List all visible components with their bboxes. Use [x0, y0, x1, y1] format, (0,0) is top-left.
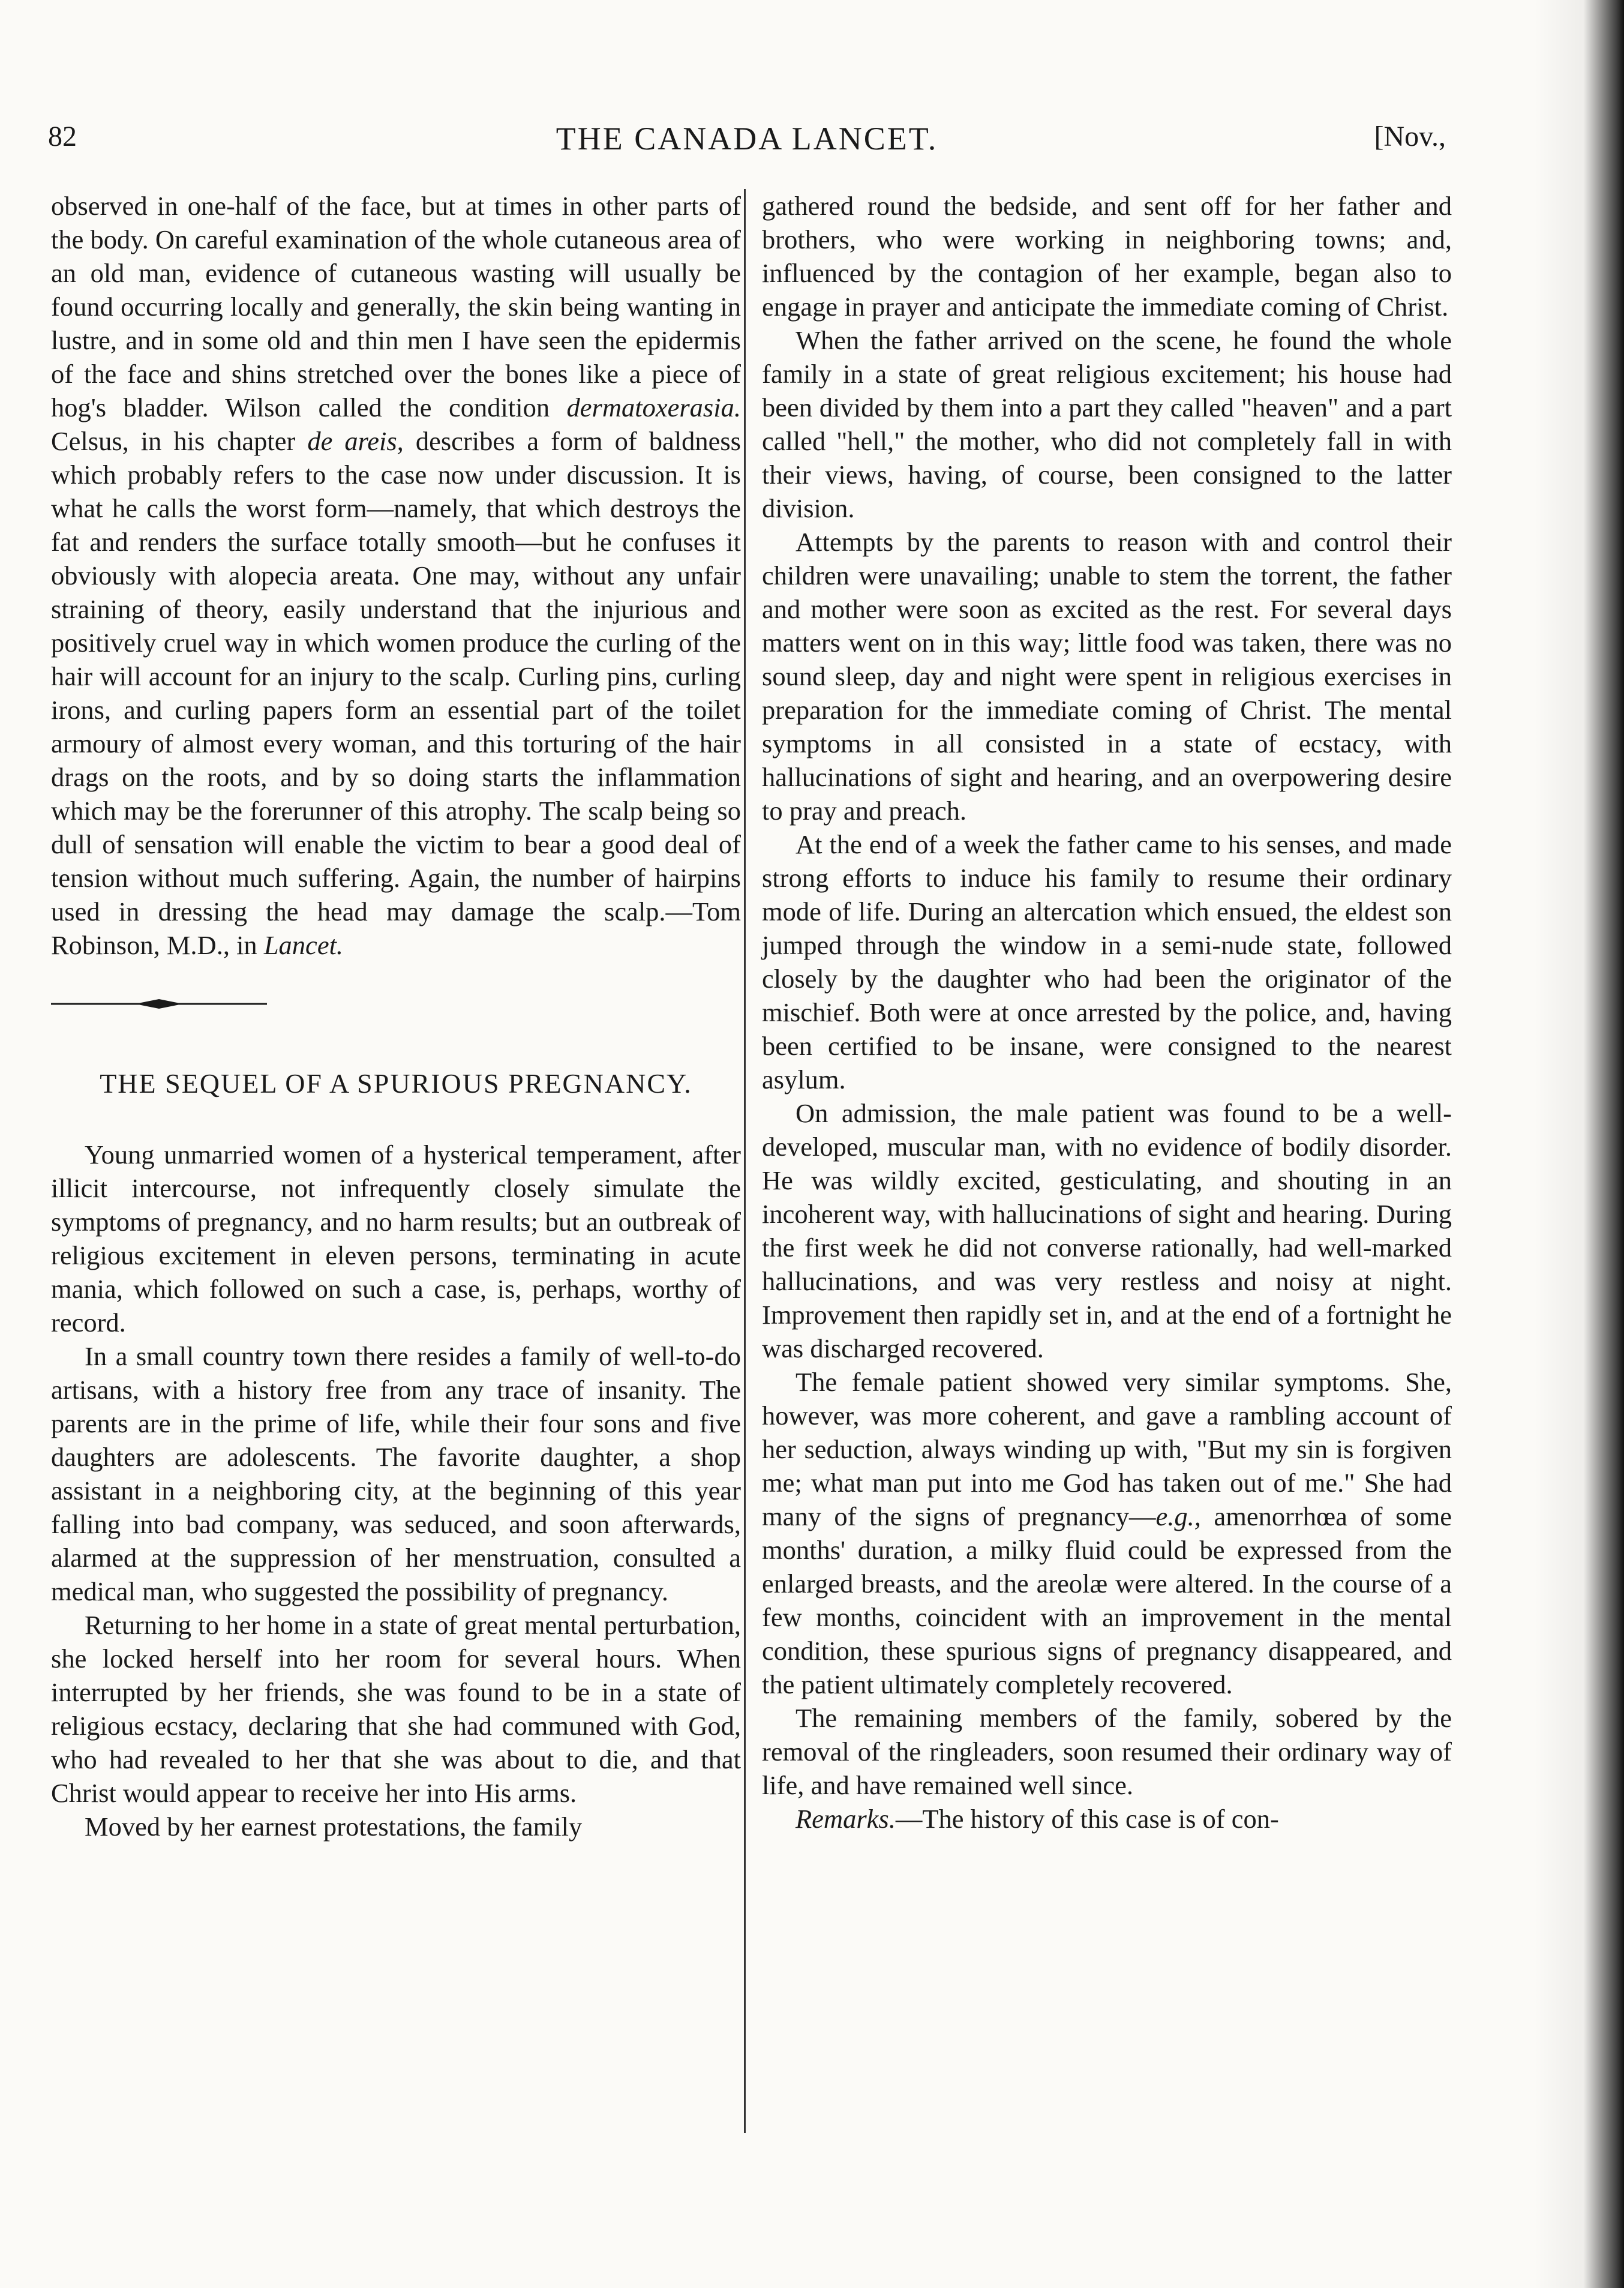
paragraph: In a small country town there resides a family of well-to-do artisans, with a history free from any trace of insanity. The parents are in the prime of life, while their four sons and five daughters are adolescents. The favorite daughter, a shop assistant in a neighboring city, at the beginning of this year falling into bad company, was seduced, and soon afterwards, alarmed at the suppression of her menstruation, consulted a medical man, who suggested the possibility of pregnancy. — [51, 1341, 741, 1606]
paragraph: Attempts by the parents to reason with and control their children were unavailing; unable to stem the torrent, the father and mother were soon as excited as the rest. For several days matters went on in this way; little food was taken, there was no sound sleep, day and night were spent in religious exercises in preparation for the immediate coming of Christ. The mental symptoms in all consisted in a state of ecstacy, with hallucinations of sight and hearing, and an overpowering desire to pray and preach. — [762, 527, 1452, 826]
paragraph-text: amenorrhœa of some months' duration, a milky fluid could be expressed from the enlarged breasts, and the areolæ were altered. In the course of a few months, coincident with an improvement in the mental condition, these spurious signs of pregnancy disappeared, and the patient ultimately completely recovered. — [762, 1501, 1452, 1699]
page-edge-shadow — [1534, 0, 1624, 2288]
paragraph — [762, 1365, 1452, 1701]
paragraph-text: describes a form of baldness which probably refers to the case now under discussion. It is what he calls the worst form—namely, that which destroys the fat and renders the surface totally smooth—but he confuses it obviously with alopecia areata. One may, without any unfair straining of theory, easily understand that the injurious and positively cruel way in which women produce the curling of the hair will account for an injury to the scalp. Curling pins, curling irons, and curling papers form an essential part of the toilet armoury of almost every woman, and this torturing of the hair drags on the roots, and by so doing starts the inflammation which may be the forerunner of this atrophy. The scalp being so dull of sensation will enable the victim to bear a good deal of tension without much suffering. Again, the number of hairpins used in dressing the head may damage the scalp.—Tom Robinson, M.D., in — [51, 426, 741, 960]
paragraph: gathered round the bedside, and sent off for her father and brothers, who were working in neighboring towns; and, influenced by the contagion of her example, began also to engage in prayer and anticipate the immediate coming of Christ. — [762, 191, 1452, 322]
paragraph: On admission, the male patient was found to be a well-developed, muscular man, with no evidence of bodily disorder. He was wildly excited, gesticulating, and shouting in an incoherent way, with hallucinations of sight and hearing. During the first week he did not converse rationally, had well-marked hallucinations, and was very restless and noisy at night. Improvement then rapidly set in, and at the end of a fortnight he was discharged recovered. — [762, 1098, 1452, 1363]
paragraph-text: The female patient showed very similar symptoms. She, however, was more coherent, and gave a rambling account of her seduction, always winding up with, "But my sin is forgiven me; what man put into me God has taken out of me." She had many of the signs of pregnancy— — [762, 1367, 1452, 1531]
paragraph-text: observed in one-half of the face, but at times in other parts of the body. On careful examination of the whole cutaneous area of an old man, evidence of cutaneous wasting will usually be found occurring locally and generally, the skin being wanting in lustre, and in some old and thin men I have seen the epidermis of the face and shins stretched over the bones like a piece of hog's bladder. Wilson called the condition — [51, 191, 741, 422]
section-title: THE SEQUEL OF A SPURIOUS PREGNANCY. — [100, 1068, 692, 1099]
remarks-label: Remarks. — [796, 1804, 896, 1834]
paragraph — [51, 189, 741, 962]
paragraph: Moved by her earnest protestations, the family — [85, 1812, 583, 1842]
paragraph: At the end of a week the father came to his senses, and made strong efforts to induce his family to resume their ordinary mode of life. During an altercation which ensued, the eldest son jumped through the window in a semi-nude state, followed closely by the daughter who had been the originator of the mischief. Both were at once arrested by the police, and, having been certified to be insane, were consigned to the nearest asylum. — [762, 829, 1452, 1094]
paragraph: Young unmarried women of a hysterical temperament, after illicit intercourse, not infrequently closely simulate the symptoms of pregnancy, and no harm results; but an outbreak of religious excitement in eleven persons, terminating in acute mania, which followed on such a case, is, perhaps, worthy of record. — [51, 1139, 741, 1338]
paragraph-text: Celsus, in his chapter — [51, 426, 296, 456]
journal-title: THE CANADA LANCET. — [556, 121, 938, 157]
running-header — [48, 120, 1446, 168]
ornamental-separator — [51, 986, 267, 1022]
issue-month: [Nov., — [1374, 121, 1446, 152]
italic-term: de areis, — [307, 426, 404, 456]
italic-term: dermatoxerasia. — [566, 392, 741, 422]
left-column — [51, 189, 741, 1843]
paragraph — [762, 1802, 1452, 1836]
column-divider — [744, 189, 746, 2133]
paragraph-text: —The history of this case is of con- — [895, 1804, 1279, 1834]
paragraph: Returning to her home in a state of great mental perturbation, she locked herself into her room for several hours. When interrupted by her friends, she was found to be in a state of religious ecstacy, declaring that she had communed with God, who had revealed to her that she was about to die, and that Christ would appear to receive her into His arms. — [51, 1610, 741, 1808]
right-column — [762, 189, 1452, 1836]
source-citation: Lancet. — [263, 930, 344, 960]
italic-abbrev: e.g., — [1155, 1501, 1201, 1531]
paragraph: When the father arrived on the scene, he found the whole family in a state of great religious excitement; his house had been divided by them into a part they called "heaven" and a part called "hell," the mother, who did not completely fall in with their views, having, of course, been consigned to the latter division. — [762, 325, 1452, 523]
paragraph: The remaining members of the family, sobered by the removal of the ringleaders, soon resumed their ordinary way of life, and have remained well since. — [762, 1703, 1452, 1800]
page-number: 82 — [48, 121, 77, 152]
